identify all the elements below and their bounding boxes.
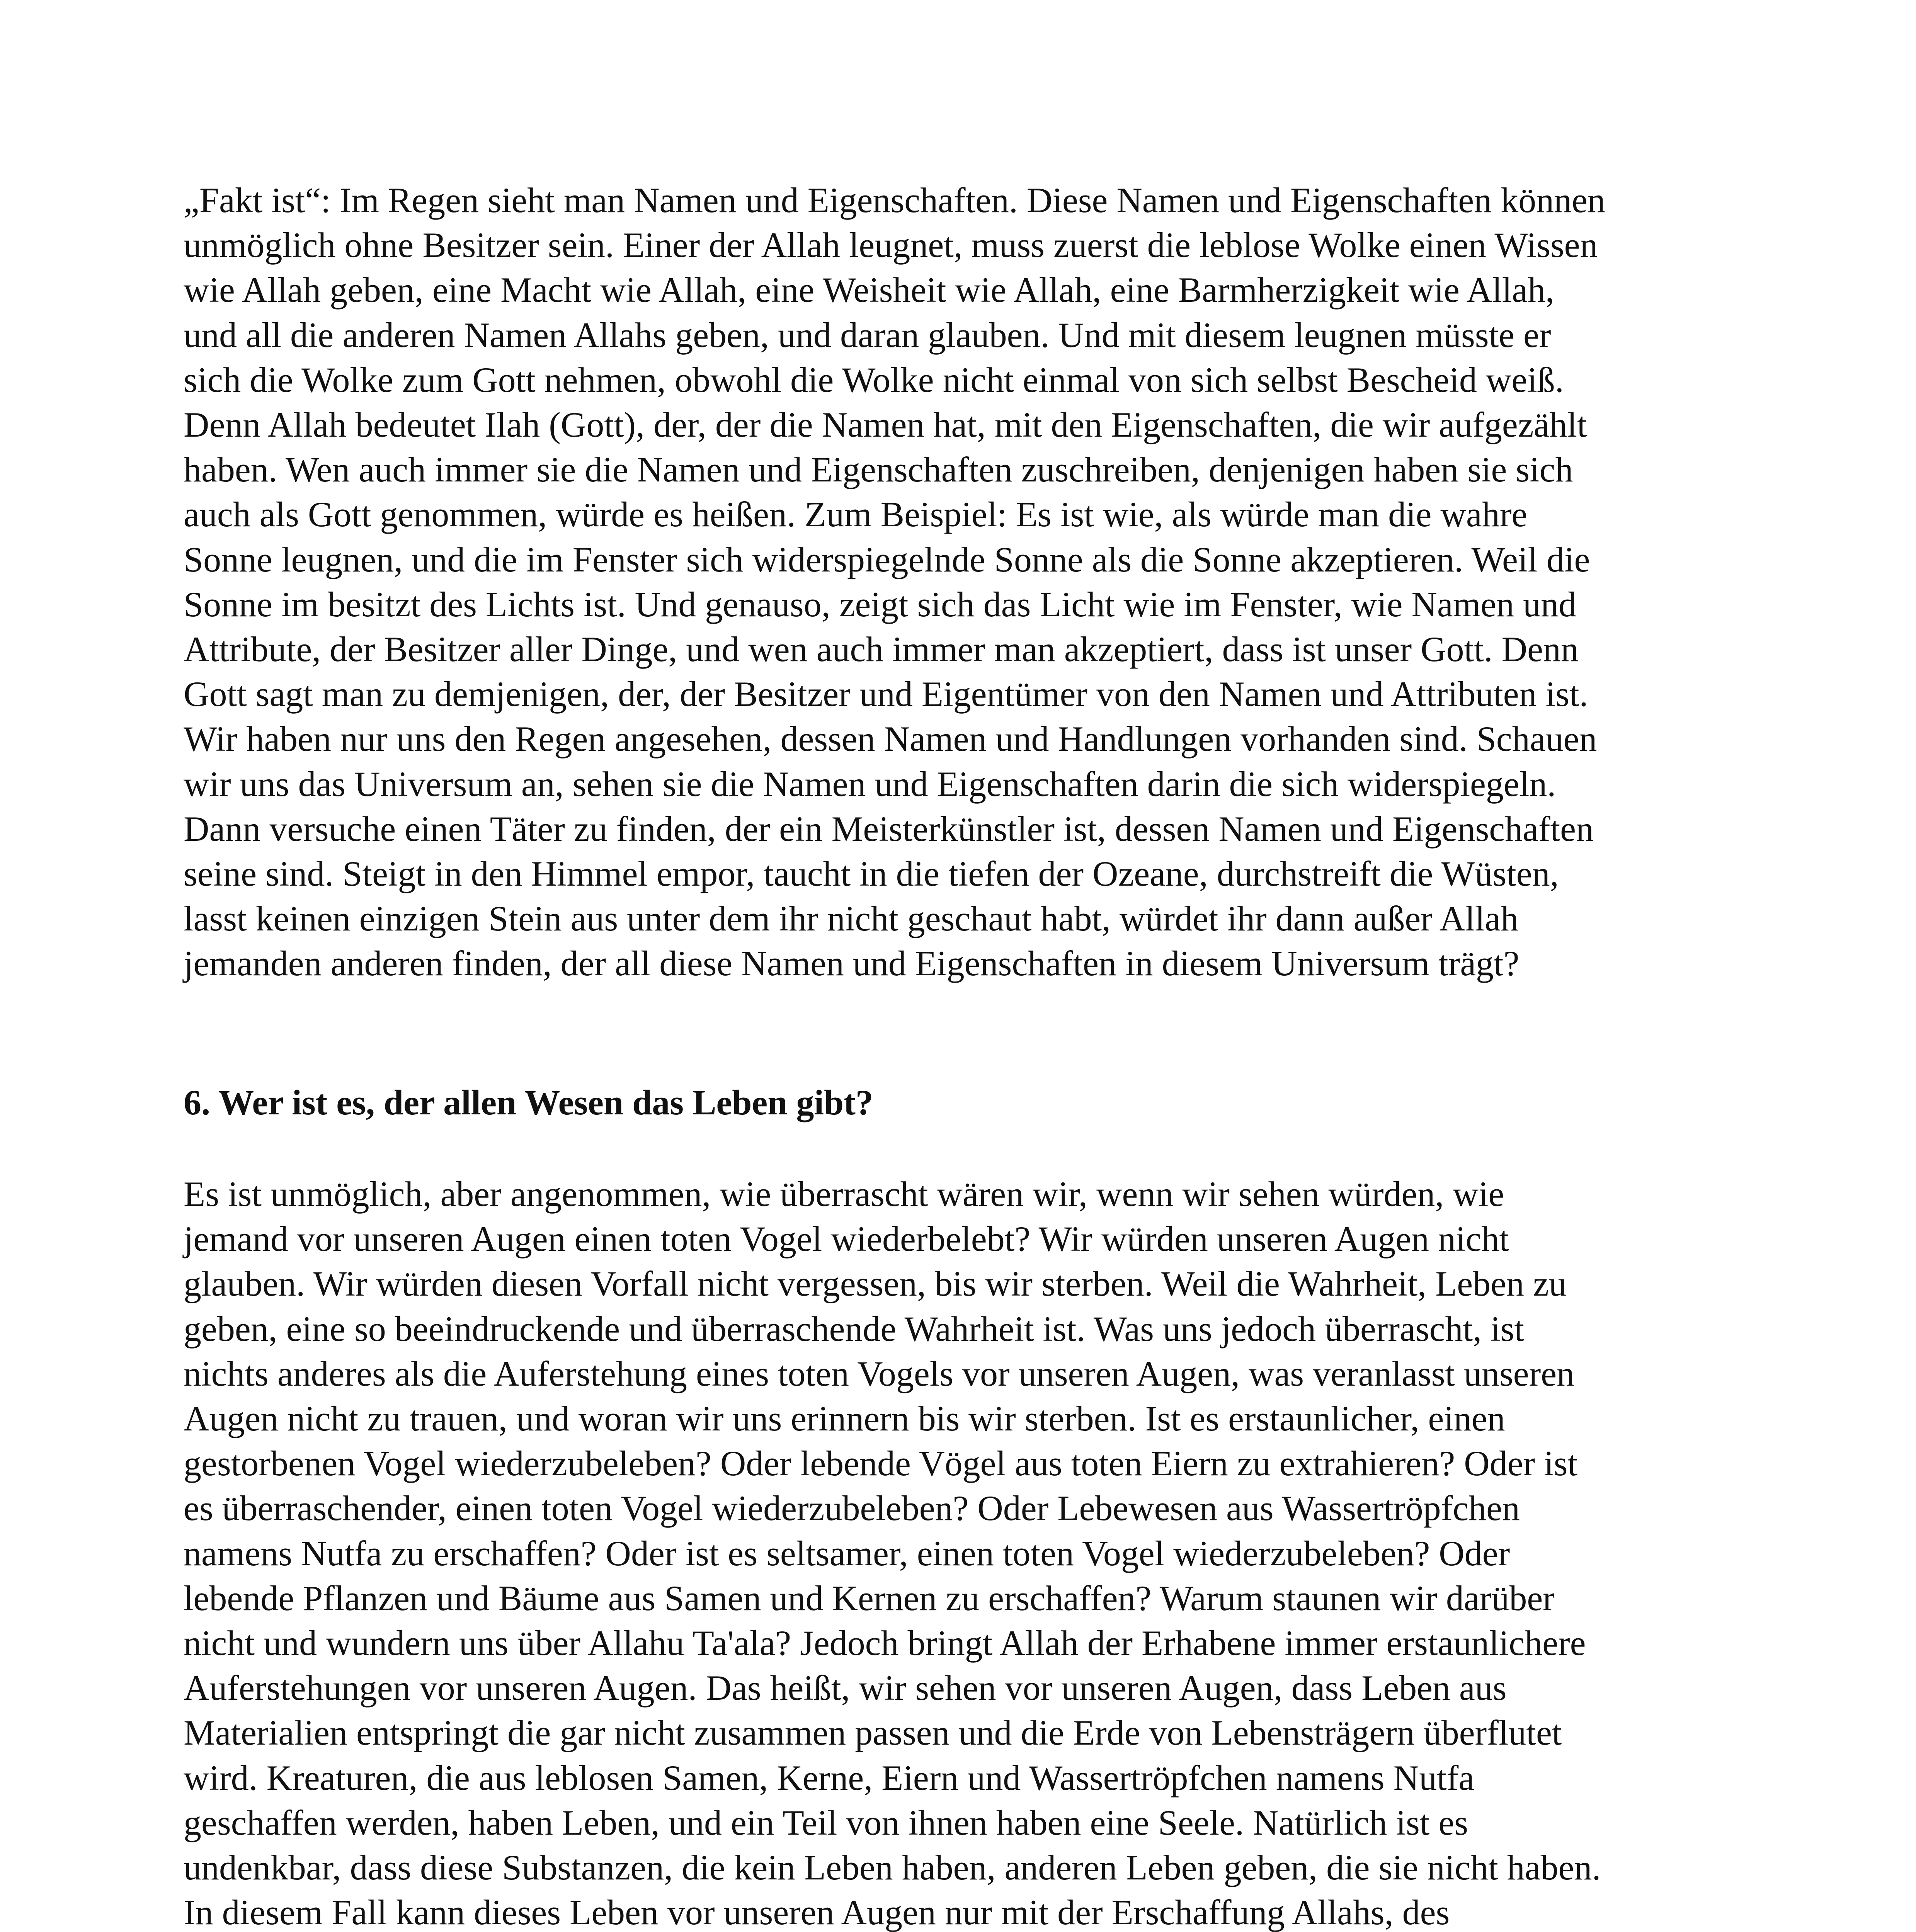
text-line: geschaffen werden, haben Leben, und ein Teil von ihnen haben eine Seele. Natürlich ist es <box>184 1803 1468 1842</box>
text-line: In diesem Fall kann dieses Leben vor unseren Augen nur mit der Erschaffung Allahs, des <box>184 1893 1450 1932</box>
text-line: nicht und wundern uns über Allahu Ta'ala? Jedoch bringt Allah der Erhabene immer erstaunlichere <box>184 1623 1586 1663</box>
text-line: gestorbenen Vogel wiederzubeleben? Oder lebende Vögel aus toten Eiern zu extrahieren? Oder ist <box>184 1444 1578 1483</box>
text-line: auch als Gott genommen, würde es heißen. Zum Beispiel: Es ist wie, als würde man die wahre <box>184 495 1528 534</box>
text-line: geben, eine so beeindruckende und überraschende Wahrheit ist. Was uns jedoch überrascht, ist <box>184 1309 1525 1349</box>
text-line: Sonne leugnen, und die im Fenster sich widerspiegelnde Sonne als die Sonne akzeptieren. Weil die <box>184 539 1590 579</box>
text-line: Es ist unmöglich, aber angenommen, wie überrascht wären wir, wenn wir sehen würden, wie <box>184 1174 1504 1214</box>
text-line: glauben. Wir würden diesen Vorfall nicht vergessen, bis wir sterben. Weil die Wahrheit, Leben zu <box>184 1264 1567 1304</box>
text-line: Augen nicht zu trauen, und woran wir uns erinnern bis wir sterben. Ist es erstaunlicher, einen <box>184 1399 1505 1439</box>
text-line: seine sind. Steigt in den Himmel empor, taucht in die tiefen der Ozeane, durchstreift die Wüsten, <box>184 854 1559 894</box>
text-line: wir uns das Universum an, sehen sie die Namen und Eigenschaften darin die sich widerspiegeln. <box>184 764 1556 804</box>
text-line: „Fakt ist“: Im Regen sieht man Namen und Eigenschaften. Diese Namen und Eigenschaften können <box>184 180 1605 220</box>
paragraph-2 <box>184 1172 1603 1932</box>
text-line: Sonne im besitzt des Lichts ist. Und genauso, zeigt sich das Licht wie im Fenster, wie Namen und <box>184 584 1577 624</box>
text-line: Materialien entspringt die gar nicht zusammen passen und die Erde von Lebensträgern überflutet <box>184 1713 1562 1753</box>
text-line: sich die Wolke zum Gott nehmen, obwohl die Wolke nicht einmal von sich selbst Bescheid weiß. <box>184 360 1564 400</box>
text-line: unmöglich ohne Besitzer sein. Einer der Allah leugnet, muss zuerst die leblose Wolke einen Wissen <box>184 225 1598 265</box>
text-line: lebende Pflanzen und Bäume aus Samen und Kernen zu erschaffen? Warum staunen wir darüber <box>184 1578 1555 1618</box>
text-line: Wir haben nur uns den Regen angesehen, dessen Namen und Handlungen vorhanden sind. Schauen <box>184 719 1597 759</box>
text-line: Auferstehungen vor unseren Augen. Das heißt, wir sehen vor unseren Augen, dass Leben aus <box>184 1668 1507 1708</box>
text-line: jemand vor unseren Augen einen toten Vogel wiederbelebt? Wir würden unseren Augen nicht <box>184 1219 1509 1259</box>
text-line: Gott sagt man zu demjenigen, der, der Besitzer und Eigentümer von den Namen und Attributen ist. <box>184 674 1588 714</box>
text-line: undenkbar, dass diese Substanzen, die kein Leben haben, anderen Leben geben, die sie nicht haben. <box>184 1848 1601 1888</box>
text-line: nichts anderes als die Auferstehung eines toten Vogels vor unseren Augen, was veranlasst unseren <box>184 1354 1575 1393</box>
text-line: Attribute, der Besitzer aller Dinge, und wen auch immer man akzeptiert, dass ist unser Gott. Denn <box>184 629 1579 669</box>
text-line: Denn Allah bedeutet Ilah (Gott), der, der die Namen hat, mit den Eigenschaften, die wir aufgezählt <box>184 405 1587 445</box>
paragraph-1 <box>184 178 1764 986</box>
text-line: und all die anderen Namen Allahs geben, und daran glauben. Und mit diesem leugnen müsste er <box>184 315 1551 355</box>
text-line: namens Nutfa zu erschaffen? Oder ist es seltsamer, einen toten Vogel wiederzubeleben? Oder <box>184 1533 1510 1573</box>
text-line: jemanden anderen finden, der all diese Namen und Eigenschaften in diesem Universum trägt? <box>184 944 1520 983</box>
text-line: haben. Wen auch immer sie die Namen und Eigenschaften zuschreiben, denjenigen haben sie sich <box>184 450 1573 490</box>
text-line: es überraschender, einen toten Vogel wiederzubeleben? Oder Lebewesen aus Wassertröpfchen <box>184 1488 1520 1528</box>
text-line: wie Allah geben, eine Macht wie Allah, eine Weisheit wie Allah, eine Barmherzigkeit wie Allah, <box>184 270 1555 310</box>
text-line: wird. Kreaturen, die aus leblosen Samen, Kerne, Eiern und Wassertröpfchen namens Nutfa <box>184 1758 1475 1798</box>
text-line: Dann versuche einen Täter zu finden, der ein Meisterkünstler ist, dessen Namen und Eigenschaften <box>184 809 1594 849</box>
text-line: lasst keinen einzigen Stein aus unter dem ihr nicht geschaut habt, würdet ihr dann außer Allah <box>184 899 1519 939</box>
section-heading: 6. Wer ist es, der allen Wesen das Leben gibt? <box>184 1083 873 1122</box>
